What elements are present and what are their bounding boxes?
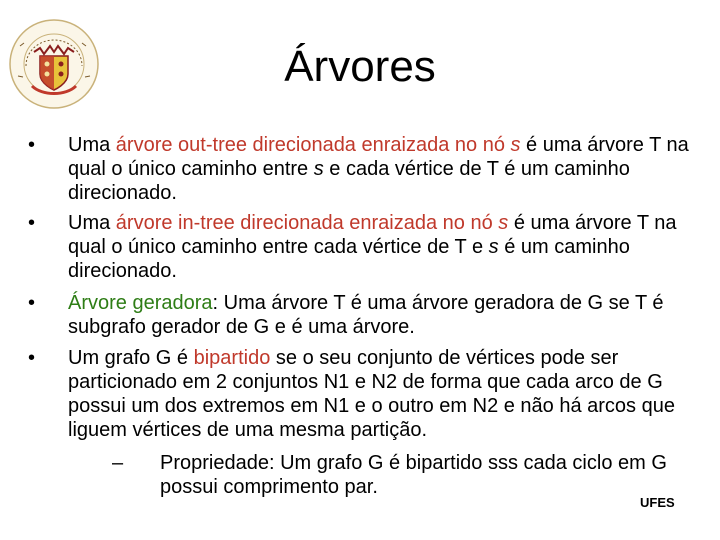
bullet-text: Uma árvore in-tree direcionada enraizada no nó s é uma árvore T na qual o único caminho entre cada vértice de T e s é um caminho direcionado. — [68, 212, 677, 282]
slide-title: Árvores — [284, 42, 436, 91]
bullet-text: Árvore geradora: Uma árvore T é uma árvore geradora de G se T é subgrafo gerador de G e é uma árvore. — [68, 292, 664, 338]
bullet-symbol: • — [28, 212, 36, 234]
term-out-tree: árvore out-tree direcionada enraizada no nó s — [115, 134, 521, 156]
footer-label: UFES — [640, 495, 675, 510]
sub-bullet-text: Propriedade: Um grafo G é bipartido sss cada ciclo em G possui comprimento par. — [160, 452, 667, 498]
bullet-out-tree — [28, 133, 690, 205]
bullet-text: Um grafo G é bipartido se o seu conjunto de vértices pode ser particionado em 2 conjuntos N1 e N2 de forma que cada arco de G possui um dos extremos em N1 e o outro em N2 e não há arcos que liguem vértices de uma mesma partição. — [68, 347, 675, 441]
bullet-symbol: • — [28, 134, 36, 156]
bullet-arvore-geradora — [28, 291, 690, 339]
bullet-in-tree — [28, 211, 690, 283]
term-arvore-geradora: Árvore geradora — [68, 292, 213, 314]
bullet-text: Uma árvore out-tree direcionada enraizada no nó s é uma árvore T na qual o único caminho entre s e cada vértice de T é um caminho direcionado. — [68, 134, 689, 204]
bullet-symbol: • — [28, 292, 36, 314]
term-bipartido: bipartido — [193, 347, 271, 369]
bullet-symbol: • — [28, 347, 36, 369]
term-in-tree: árvore in-tree direcionada enraizada no nó s — [115, 212, 509, 234]
bullet-bipartido — [28, 346, 690, 442]
sub-bullet-propriedade — [112, 451, 682, 499]
sub-bullet-symbol: – — [112, 452, 124, 474]
university-crest-icon — [6, 16, 102, 112]
